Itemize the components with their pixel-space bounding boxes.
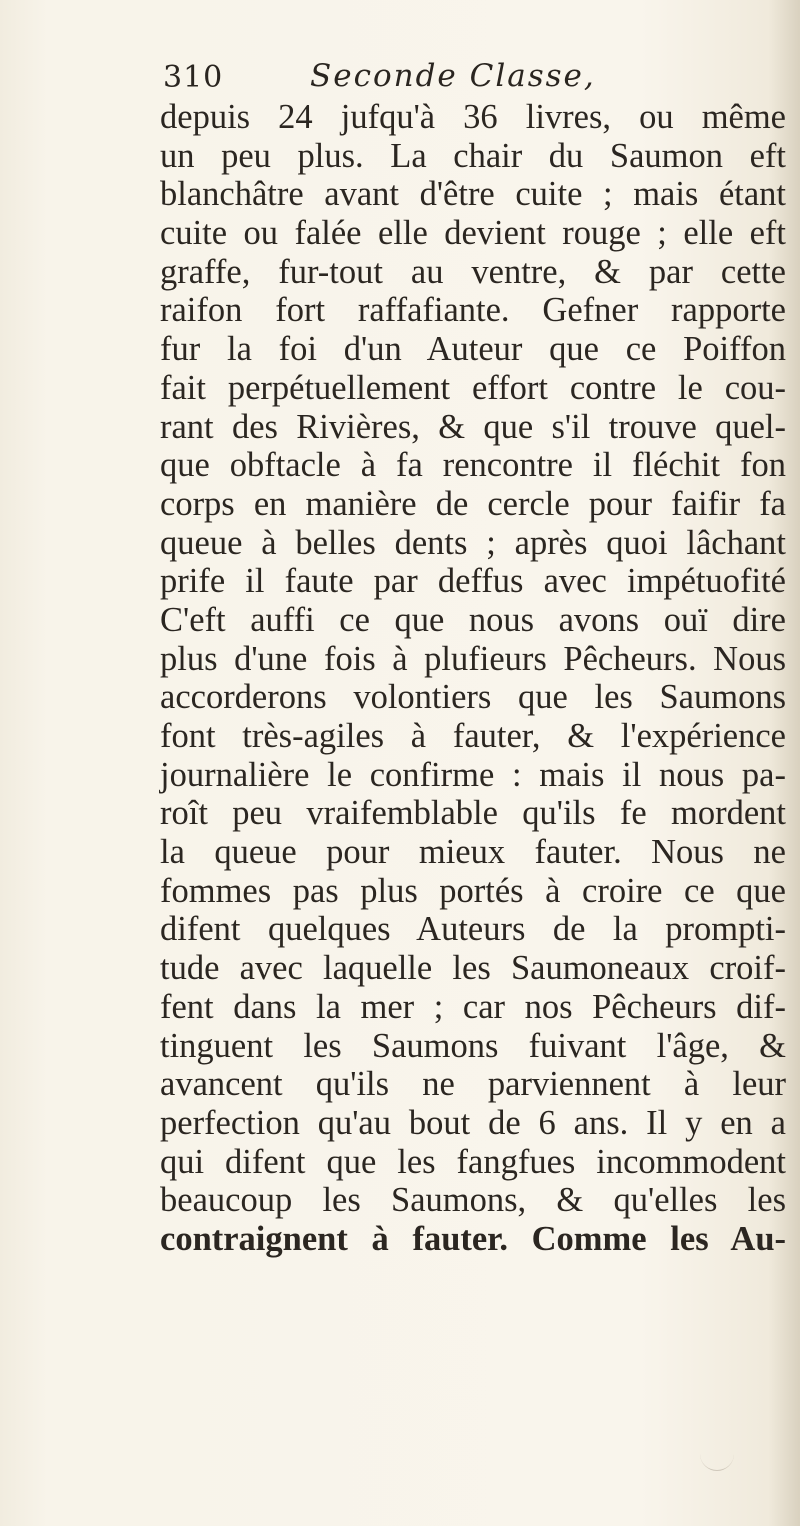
text-line: roît peu vraifemblable qu'ils fe mordent (160, 794, 786, 833)
text-line: corps en manière de cercle pour faifir fa (160, 484, 786, 523)
page-number: 310 (163, 60, 224, 95)
text-line: queue à belles dents ; après quoi lâchant (160, 523, 786, 562)
text-line: fent dans la mer ; car nos Pêcheurs dif- (160, 987, 786, 1026)
text-line: depuis 24 jufqu'à 36 livres, ou même (160, 98, 786, 136)
running-title: Seconde Classe, (310, 58, 596, 94)
text-line: contraignent à fauter. Comme les Au- (160, 1219, 786, 1258)
text-line: fommes pas plus portés à croire ce que (160, 871, 786, 910)
text-line: tude avec laquelle les Saumoneaux croif- (160, 949, 786, 988)
text-line: blanchâtre avant d'être cuite ; mais étant (160, 175, 786, 214)
text-line: la queue pour mieux fauter. Nous ne (160, 833, 786, 872)
text-line: fur la foi d'un Auteur que ce Poiffon (160, 330, 786, 369)
text-line: rant des Rivières, & que s'il trouve quel- (160, 407, 786, 446)
text-line: beaucoup les Saumons, & qu'elles les (160, 1181, 786, 1220)
text-line: un peu plus. La chair du Saumon eft (160, 136, 786, 175)
text-line: fait perpétuellement effort contre le cou- (160, 368, 786, 407)
text-line: font très-agiles à fauter, & l'expérience (160, 717, 786, 755)
text-line: tinguent les Saumons fuivant l'âge, & (160, 1026, 786, 1065)
text-line: cuite ou falée elle devient rouge ; elle eft (160, 214, 786, 253)
text-line: que obftacle à fa rencontre il fléchit fon (160, 446, 786, 485)
page-header (163, 58, 623, 102)
text-line: plus d'une fois à plufieurs Pêcheurs. Nous (160, 639, 786, 678)
text-line: C'eft auffi ce que nous avons ouï dire (160, 600, 786, 639)
ink-mark (700, 1452, 734, 1471)
text-line: prife il faute par deffus avec impétuofité (160, 562, 786, 601)
text-line: perfection qu'au bout de 6 ans. Il y en a (160, 1103, 786, 1142)
text-line: journalière le confirme : mais il nous pa- (160, 755, 786, 794)
text-line: qui difent que les fangfues incommodent (160, 1142, 786, 1181)
body-text (160, 98, 786, 1259)
text-line: avancent qu'ils ne parviennent à leur (160, 1065, 786, 1104)
text-line: accorderons volontiers que les Saumons (160, 678, 786, 717)
text-line: graffe, fur-tout au ventre, & par cette (160, 252, 786, 291)
text-line: raifon fort raffafiante. Gefner rapporte (160, 291, 786, 330)
text-line: difent quelques Auteurs de la prompti- (160, 910, 786, 949)
